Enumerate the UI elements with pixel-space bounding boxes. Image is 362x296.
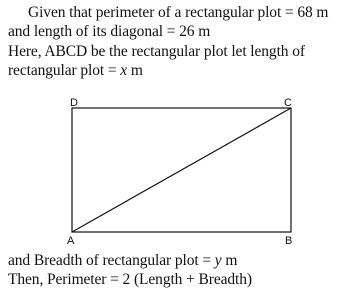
breadth-variable: y	[214, 252, 222, 269]
vertex-label-b: B	[285, 235, 293, 247]
vertex-label-a: A	[67, 235, 75, 247]
perimeter-formula-text: Then, Perimeter = 2 (Length + Breadth)	[8, 271, 252, 288]
vertex-label-c: C	[284, 97, 292, 109]
breadth-definition-text	[8, 252, 237, 270]
setup-text: Here, ABCD be the rectangular plot let length of	[8, 43, 305, 60]
length-definition-prefix: rectangular plot =	[8, 62, 121, 79]
breadth-unit: m	[221, 252, 238, 269]
breadth-definition-prefix: and Breadth of rectangular plot =	[8, 252, 215, 269]
vertex-label-d: D	[70, 97, 78, 109]
length-unit: m	[127, 62, 143, 79]
diagonal-ac	[72, 108, 291, 232]
given-diagonal-text: and length of its diagonal = 26 m	[8, 23, 211, 40]
given-perimeter-text: Given that perimeter of a rectangular plot = 68 m	[28, 4, 329, 21]
length-variable: x	[120, 62, 128, 79]
